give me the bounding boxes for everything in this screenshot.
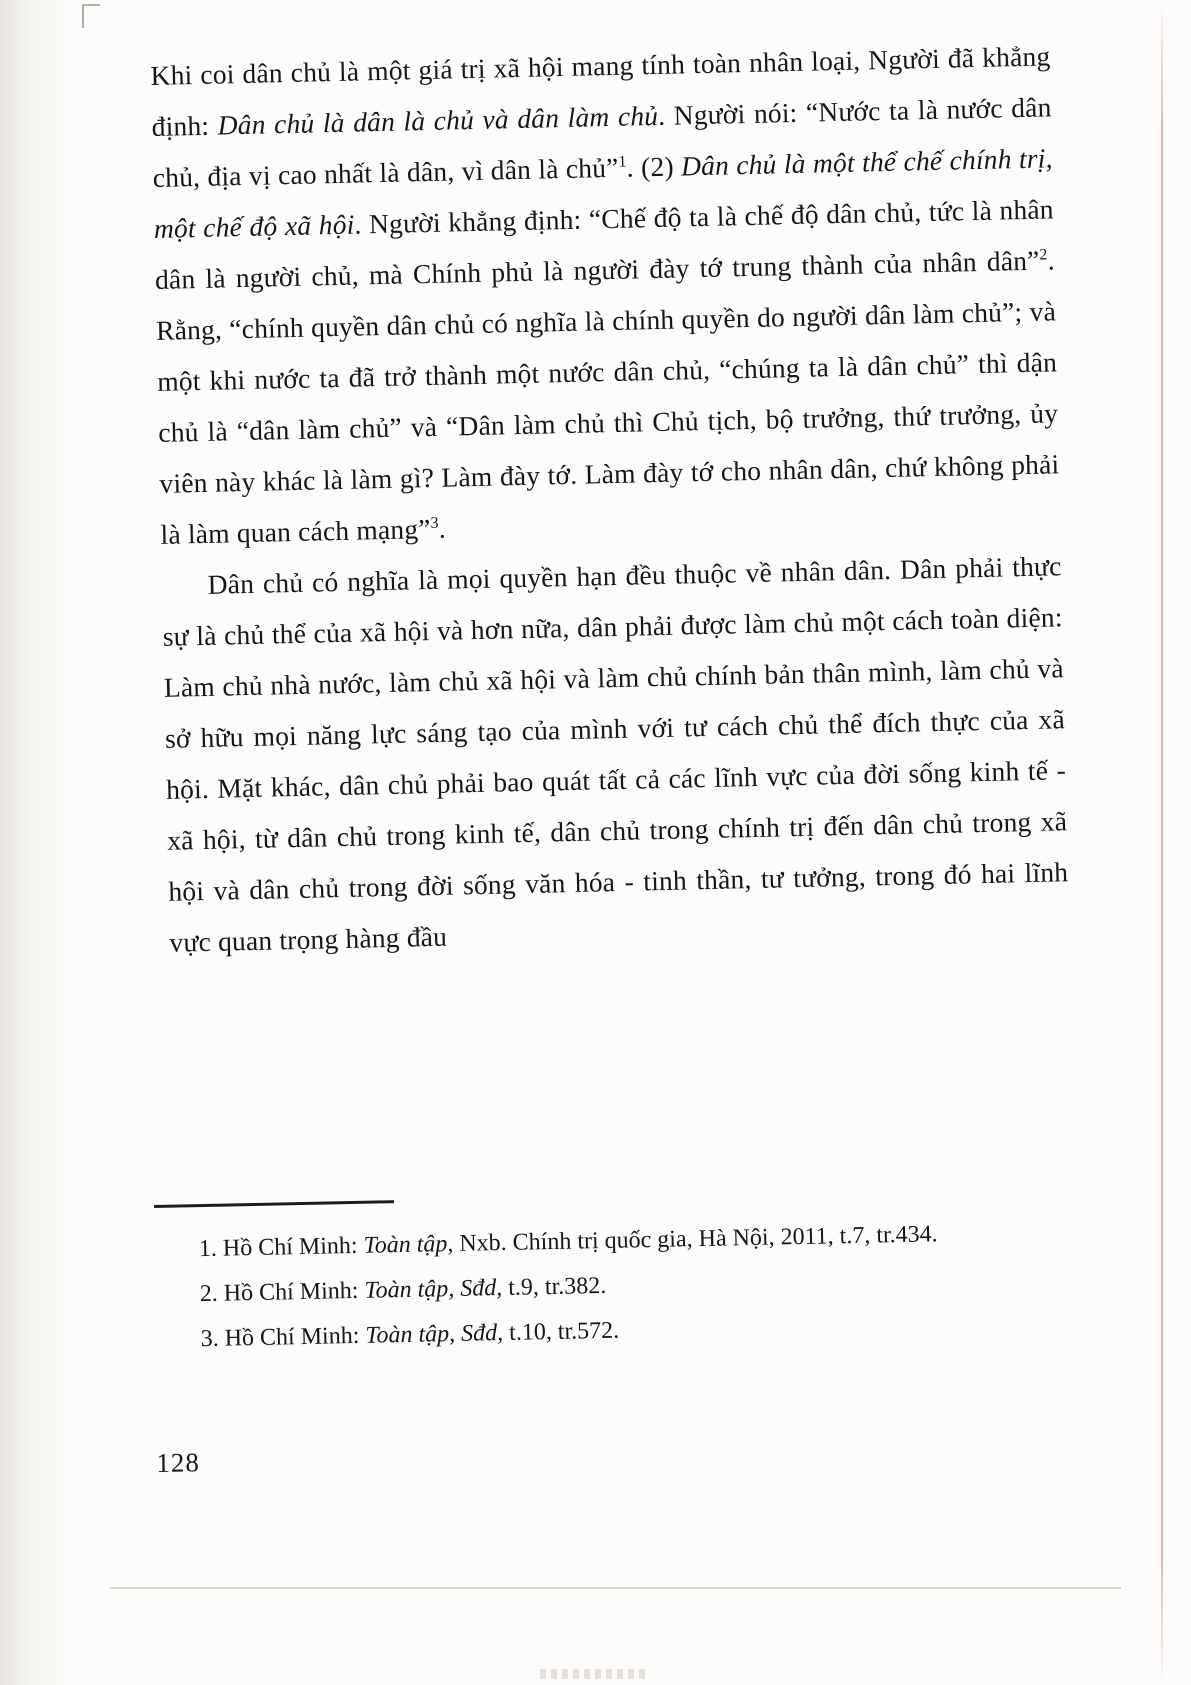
paragraph-1: Khi coi dân chủ là một giá trị xã hội mang tính toàn nhân loại, Người đã khẳng định: Dân chủ là dân là chủ và dân làm chủ. Người nói: “Nước ta là nước dân chủ, địa vị cao nhất là dân, vì dân là chủ”$^1$. (2) Dân chủ là một thể chế chính trị, một chế độ xã hội. Người khẳng định: “Chế độ ta là chế độ dân chủ, tức là nhân dân là người chủ, mà Chính phủ là người đày tớ trung thành của nhân dân”$^2$. Rằng, “chính quyền dân chủ có nghĩa là chính quyền do người dân làm chủ”; và một khi nước ta đã trở thành một nước dân chủ, “chúng ta là dân chủ” thì dận chủ là “dân làm chủ” và “Dân làm chủ thì Chủ tịch, bộ trưởng, thứ trưởng, ủy viên này khác là làm gì? Làm đày tớ. Làm đày tớ cho nhân dân, chứ không phải là làm quan cách mạng”$^3$. (150, 40, 1060, 550)
scan-corner-mark (82, 4, 100, 28)
page-number: 128 (156, 1447, 201, 1478)
paragraph-2: Dân chủ có nghĩa là mọi quyền hạn đều thuộc về nhân dân. Dân phải thực sự là chủ thể của xã hội và hơn nữa, dân phải được làm chủ một cách toàn diện: Làm chủ nhà nước, làm chủ xã hội và làm chủ chính bản thân mình, làm chủ và sở hữu mọi năng lực sáng tạo của mình với tư cách chủ thể đích thực của xã hội. Mặt khác, dân chủ phải bao quát tất cả các lĩnh vực của đời sống kinh tế - xã hội, từ dân chủ trong kinh tế, dân chủ trong chính trị đến dân chủ trong xã hội và dân chủ trong đời sống văn hóa - tinh thần, tư tưởng, trong đó hai lĩnh vực quan trọng hàng đầu (162, 550, 1069, 958)
scan-bottom-artifact (540, 1669, 650, 1679)
page-body-text (150, 30, 1070, 967)
page-spine-line (1161, 0, 1163, 1685)
footnote-3: 3. Hồ Chí Minh: Toàn tập, Sđd, t.10, tr.572. (200, 1317, 620, 1353)
footnote-2: 2. Hồ Chí Minh: Toàn tập, Sđd, t.9, tr.382. (199, 1272, 607, 1308)
footnote-separator-rule (154, 1200, 394, 1208)
page-bottom-rule (110, 1587, 1121, 1589)
page-left-edge-shadow (0, 0, 78, 1685)
footnote-section (154, 1187, 1037, 1365)
footnote-1: 1. Hồ Chí Minh: Toàn tập, Nxb. Chính trị quốc gia, Hà Nội, 2011, t.7, tr.434. (198, 1221, 938, 1263)
